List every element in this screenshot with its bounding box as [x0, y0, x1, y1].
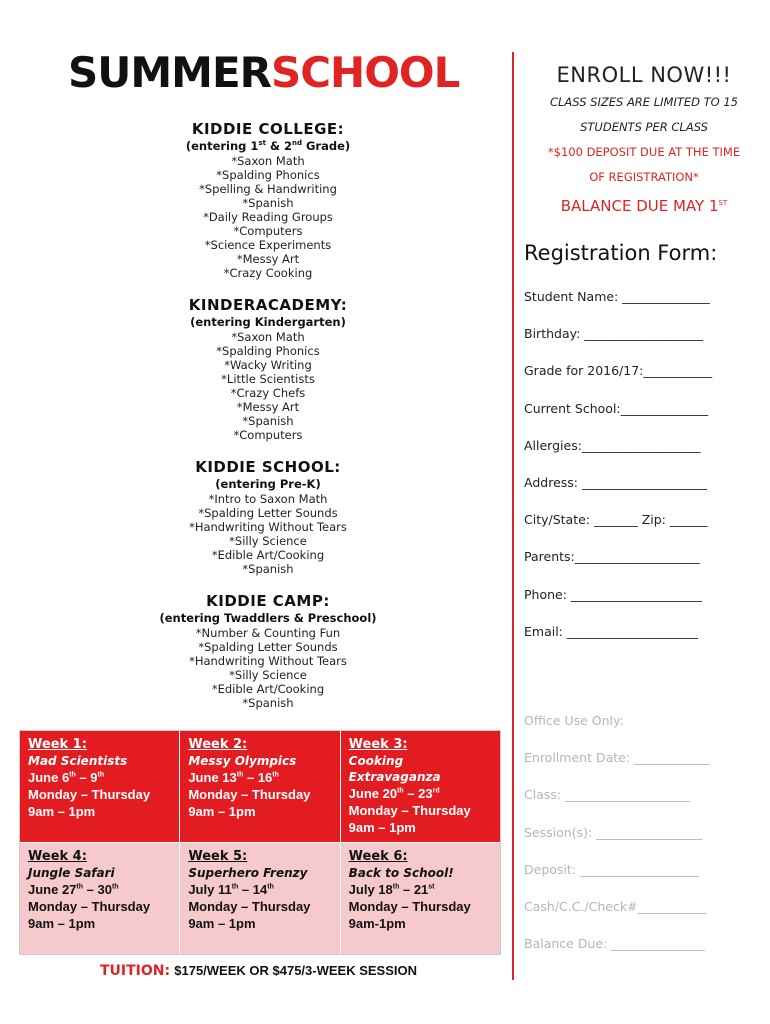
- week-dates: June 6th – 9th: [28, 770, 105, 785]
- title-summer: SUMMER: [68, 48, 271, 97]
- deposit-line-1: *$100 DEPOSIT DUE AT THE TIME: [547, 145, 741, 159]
- city-state-zip-field[interactable]: City/State: _______ Zip: ______: [524, 512, 708, 528]
- week-schedule-grid: [19, 730, 501, 955]
- office-use-heading: Office Use Only:: [524, 713, 624, 729]
- week-theme: Superhero Frenzy: [188, 866, 308, 880]
- program-item: *Computers: [233, 224, 303, 238]
- week-label: Week 6:: [348, 849, 408, 864]
- program-subheading: (entering Kindergarten): [190, 315, 346, 329]
- week-label: Week 3:: [348, 737, 408, 752]
- program-item: *Spelling & Handwriting: [199, 182, 337, 196]
- week-theme: Jungle Safari: [28, 866, 115, 880]
- registration-fields: [524, 278, 764, 650]
- program-item: *Science Experiments: [204, 238, 332, 252]
- program-item: *Number & Counting Fun: [195, 626, 341, 640]
- program-item: *Messy Art: [236, 400, 300, 414]
- week-theme: Back to School!: [348, 866, 454, 880]
- class-field[interactable]: Class: ____________________: [524, 787, 691, 803]
- program-item: *Saxon Math: [231, 154, 305, 168]
- program-item: *Wacky Writing: [224, 358, 312, 372]
- week-cell-1: [20, 731, 180, 842]
- program-heading: KIDDIE SCHOOL:: [195, 458, 341, 476]
- week-time: 9am – 1pm: [188, 804, 256, 819]
- week-dates: June 13th – 16th: [188, 770, 279, 785]
- sessions-field[interactable]: Session(s): _________________: [524, 824, 703, 840]
- week-cell-2: [180, 731, 340, 842]
- week-label: Week 4:: [28, 849, 87, 864]
- registration-form-title: Registration Form:: [524, 241, 718, 265]
- program-kinderacademy: [148, 296, 388, 442]
- program-item: *Computers: [233, 428, 303, 442]
- week-dates: June 20th – 23rd: [348, 786, 440, 801]
- registration-column: [524, 60, 764, 962]
- week-label: Week 1:: [28, 737, 87, 752]
- program-heading: KIDDIE CAMP:: [206, 592, 330, 610]
- week-cell-4: [20, 843, 180, 954]
- birthday-field[interactable]: Birthday: ___________________: [524, 326, 704, 342]
- week-dates: July 18th – 21st: [348, 882, 435, 897]
- class-limit-line-2: STUDENTS PER CLASS: [580, 120, 708, 134]
- deposit-field[interactable]: Deposit: ___________________: [524, 861, 699, 877]
- program-subheading: (entering Pre-K): [215, 477, 321, 491]
- tuition-text: $175/WEEK OR $475/3-WEEK SESSION: [174, 963, 418, 978]
- deposit-line-2: OF REGISTRATION*: [589, 170, 699, 184]
- class-limit-line-1: CLASS SIZES ARE LIMITED TO 15: [550, 95, 738, 109]
- week-time: 9am – 1pm: [348, 820, 416, 835]
- week-cell-6: [341, 843, 500, 954]
- grade-field[interactable]: Grade for 2016/17:___________: [524, 363, 713, 379]
- program-item: *Edible Art/Cooking: [211, 548, 325, 562]
- program-item: *Crazy Chefs: [230, 386, 306, 400]
- week-dates: June 27th – 30th: [28, 882, 119, 897]
- program-item: *Spalding Letter Sounds: [198, 506, 338, 520]
- program-item: *Edible Art/Cooking: [211, 682, 325, 696]
- week-time: 9am – 1pm: [28, 804, 96, 819]
- tuition-label: TUITION:: [100, 963, 171, 979]
- week-row: [20, 842, 500, 954]
- program-item: *Silly Science: [229, 534, 307, 548]
- program-item: *Messy Art: [236, 252, 300, 266]
- parents-field[interactable]: Parents:____________________: [524, 549, 700, 565]
- tuition-line: [100, 962, 417, 981]
- week-theme: Messy Olympics: [188, 754, 297, 768]
- page-title: [68, 48, 460, 97]
- week-cell-3: [341, 731, 500, 842]
- email-field[interactable]: Email: _____________________: [524, 623, 699, 639]
- program-kiddie-school: [148, 458, 388, 576]
- week-time: 9am – 1pm: [188, 916, 256, 931]
- program-item: *Crazy Cooking: [223, 266, 313, 280]
- program-item: *Handwriting Without Tears: [189, 520, 347, 534]
- week-days: Monday – Thursday: [28, 899, 151, 914]
- week-label: Week 2:: [188, 737, 248, 752]
- week-days: Monday – Thursday: [348, 899, 471, 914]
- column-divider: [512, 52, 514, 980]
- program-kiddie-camp: [148, 592, 388, 710]
- program-subheading: (entering 1st & 2nd Grade): [185, 139, 351, 153]
- program-item: *Silly Science: [229, 668, 307, 682]
- program-item: *Spanish: [242, 414, 294, 428]
- allergies-field[interactable]: Allergies:___________________: [524, 437, 701, 453]
- week-days: Monday – Thursday: [188, 899, 311, 914]
- address-field[interactable]: Address: ____________________: [524, 475, 707, 491]
- current-school-field[interactable]: Current School:______________: [524, 400, 709, 416]
- student-name-field[interactable]: Student Name: ______________: [524, 289, 710, 304]
- week-cell-5: [180, 843, 340, 954]
- enrollment-date-field[interactable]: Enrollment Date: ____________: [524, 750, 710, 766]
- program-item: *Spanish: [242, 562, 294, 576]
- week-time: 9am – 1pm: [28, 916, 96, 931]
- program-list: [148, 120, 388, 726]
- program-heading: KINDERACADEMY:: [188, 296, 348, 314]
- program-item: *Handwriting Without Tears: [189, 654, 347, 668]
- title-school: SCHOOL: [270, 48, 460, 97]
- phone-field[interactable]: Phone: _____________________: [524, 586, 703, 602]
- week-dates: July 11th – 14th: [188, 882, 274, 897]
- program-item: *Daily Reading Groups: [203, 210, 333, 224]
- program-item: *Spalding Letter Sounds: [198, 640, 338, 654]
- program-item: *Spanish: [242, 696, 294, 710]
- week-theme: Mad Scientists: [28, 754, 128, 768]
- week-days: Monday – Thursday: [188, 787, 311, 802]
- program-subheading: (entering Twaddlers & Preschool): [159, 611, 377, 625]
- program-item: *Intro to Saxon Math: [208, 492, 328, 506]
- week-theme: Cooking Extravaganza: [348, 754, 441, 784]
- program-kiddie-college: [148, 120, 388, 280]
- program-item: *Saxon Math: [231, 330, 305, 344]
- week-time: 9am-1pm: [348, 916, 406, 931]
- week-days: Monday – Thursday: [348, 803, 471, 818]
- office-use-section: [524, 702, 764, 962]
- enroll-heading: ENROLL NOW!!!: [556, 63, 732, 87]
- program-item: *Little Scientists: [221, 372, 315, 386]
- week-days: Monday – Thursday: [28, 787, 151, 802]
- week-row: [20, 731, 500, 842]
- program-item: *Spanish: [242, 196, 294, 210]
- balance-due-field[interactable]: Balance Due: _______________: [524, 936, 705, 952]
- week-label: Week 5:: [188, 849, 248, 864]
- program-item: *Spalding Phonics: [216, 168, 320, 182]
- program-item: *Spalding Phonics: [216, 344, 320, 358]
- program-heading: KIDDIE COLLEGE:: [191, 120, 345, 138]
- payment-method-field[interactable]: Cash/C.C./Check#___________: [524, 899, 707, 915]
- balance-due: BALANCE DUE MAY 1ST: [560, 197, 728, 215]
